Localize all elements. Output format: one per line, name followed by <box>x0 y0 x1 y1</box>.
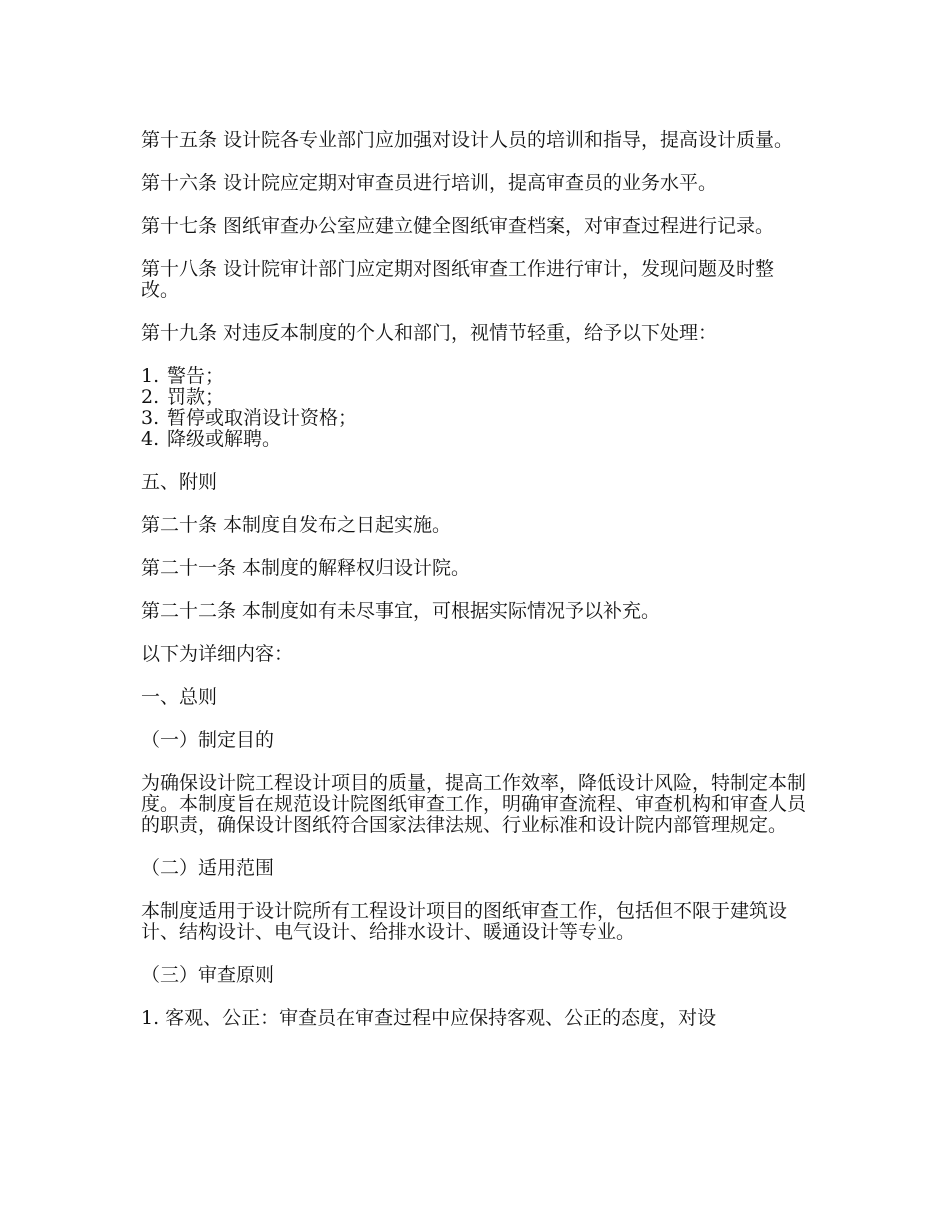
list-item <box>141 366 807 387</box>
article-22: 第二十二条 本制度如有未尽事宜，可根据实际情况予以补充。 <box>141 600 661 622</box>
subheading-principles: （三）审查原则 <box>141 964 275 986</box>
article-20: 第二十条 本制度自发布之日起实施。 <box>141 514 452 536</box>
list-item <box>141 408 807 429</box>
subheading-purpose: （一）制定目的 <box>141 729 275 751</box>
list-item-text: 暂停或取消设计资格； <box>167 407 358 429</box>
list-item-number: 2. <box>141 386 160 408</box>
article-18: 第十八条 设计院审计部门应定期对图纸审查工作进行审计，发现问题及时整改。 <box>141 258 775 301</box>
article-17: 第十七条 图纸审查办公室应建立健全图纸审查档案，对审查过程进行记录。 <box>141 215 775 237</box>
article-15: 第十五条 设计院各专业部门应加强对设计人员的培训和指导，提高设计质量。 <box>141 129 794 151</box>
purpose-paragraph: 为确保设计院工程设计项目的质量，提高工作效率，降低设计风险，特制定本制度。本制度旨在规范设计院图纸审查工作，明确审查流程、审查机构和审查人员的职责，确保设计图纸符合国家法律法规、行业标准和设计院内部管理规定。 <box>141 772 807 836</box>
principle-item-1: 1. 客观、公正：审查员在审查过程中应保持客观、公正的态度，对设 <box>141 1007 717 1029</box>
list-item-text: 罚款； <box>167 386 225 408</box>
list-item-number: 1. <box>141 365 160 387</box>
details-intro: 以下为详细内容： <box>141 643 294 665</box>
section-heading-general: 一、总则 <box>141 686 218 708</box>
article-19: 第十九条 对违反本制度的个人和部门，视情节轻重，给予以下处理： <box>141 322 718 344</box>
article-21: 第二十一条 本制度的解释权归设计院。 <box>141 557 471 579</box>
scope-paragraph: 本制度适用于设计院所有工程设计项目的图纸审查工作，包括但不限于建筑设计、结构设计、电气设计、给排水设计、暖通设计等专业。 <box>141 900 788 943</box>
penalty-list <box>141 366 807 450</box>
section-heading-supplementary: 五、附则 <box>141 471 218 493</box>
document-body <box>141 130 807 1051</box>
list-item-text: 降级或解聘。 <box>167 428 282 450</box>
list-item <box>141 387 807 408</box>
list-item-number: 4. <box>141 428 160 450</box>
list-item <box>141 429 807 450</box>
article-16: 第十六条 设计院应定期对审查员进行培训，提高审查员的业务水平。 <box>141 172 718 194</box>
subheading-scope: （二）适用范围 <box>141 857 275 879</box>
list-item-number: 3. <box>141 407 160 429</box>
list-item-text: 警告； <box>167 365 225 387</box>
